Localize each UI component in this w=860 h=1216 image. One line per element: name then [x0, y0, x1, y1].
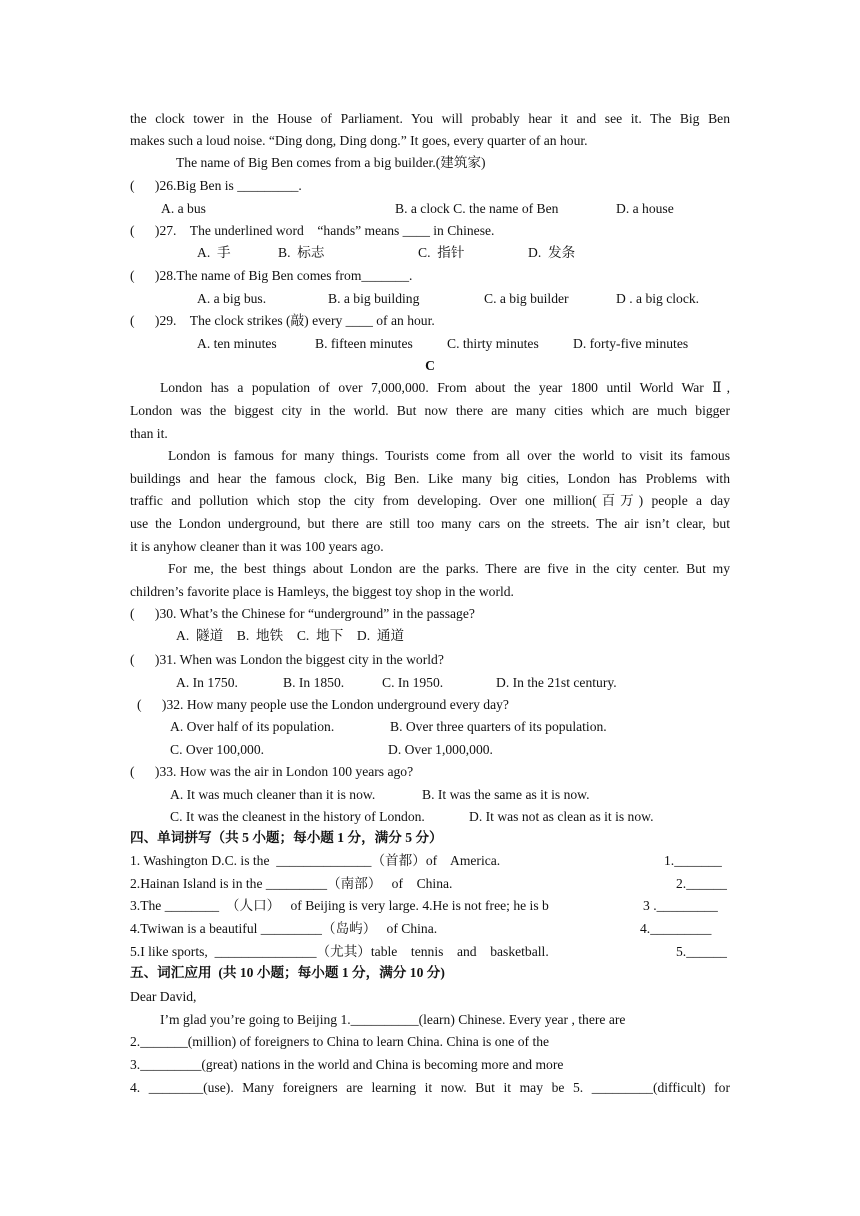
passage-line: London has a population of over 7,000,000. From about the year 1800 until World War Ⅱ, [160, 380, 730, 395]
option: A. 手 [197, 245, 231, 260]
passage-line: For me, the best things about London are the parks. There are five in the city center. But my [168, 561, 730, 576]
option: A. In 1750. [176, 675, 238, 690]
option: A. ten minutes [197, 336, 277, 351]
option: A. a bus [161, 201, 206, 216]
option: A. Over half of its population. [170, 719, 335, 734]
answer-blank: 5.______ [676, 944, 727, 959]
passage-line: The name of Big Ben comes from a big builder.(建筑家) [176, 155, 486, 170]
option: B. Over three quarters of its population. [390, 719, 607, 734]
letter-line: 2._______(million) of foreigners to China to learn China. China is one of the [130, 1034, 550, 1049]
section-title: 五、词汇应用 (共 10 小题；每小题 1 分，满分 10 分) [130, 965, 445, 980]
passage-line: buildings and hear the famous clock, Big Ben. Like many big cities, London has Problems with [130, 471, 730, 486]
option: A. It was much cleaner than it is now. [170, 787, 376, 802]
letter-line: 4. ________(use). Many foreigners are learning it now. But it may be 5. _________(difficult) for [130, 1080, 730, 1095]
option: D. forty-five minutes [573, 336, 689, 351]
question-stem: ( )28.The name of Big Ben comes from_______. [130, 268, 413, 283]
passage-line: the clock tower in the House of Parliament. You will probably hear it and see it. The Big Ben [130, 111, 730, 126]
question-stem: ( )29. The clock strikes (敲) every ____ of an hour. [130, 313, 435, 328]
option: D. In the 21st century. [496, 675, 617, 690]
answer-blank: 1._______ [664, 853, 722, 868]
answer-blank: 4._________ [640, 921, 712, 936]
option: D . a big clock. [616, 291, 700, 306]
fill-item: 5.I like sports, _______________（尤其）table tennis and basketball. [130, 944, 549, 959]
letter-greeting: Dear David, [130, 989, 197, 1004]
option: B. 标志 [278, 245, 325, 260]
option: B. fifteen minutes [315, 336, 413, 351]
answer-blank: 3 ._________ [643, 898, 718, 913]
option: C. 指针 [418, 245, 465, 260]
option: B. a clock C. the name of Ben [395, 201, 559, 216]
option: C. Over 100,000. [170, 742, 265, 757]
option: B. It was the same as it is now. [422, 787, 590, 802]
section-title: 四、单词拼写（共 5 小题；每小题 1 分，满分 5 分） [130, 830, 443, 845]
passage-line: London is famous for many things. Tourists come from all over the world to visit its famous [168, 448, 730, 463]
question-stem: ( )31. When was London the biggest city in the world? [130, 652, 444, 667]
passage-line: use the London underground, but there are still too many cars on the streets. The air isn’t clear, but [130, 516, 730, 531]
letter-line: I’m glad you’re going to Beijing 1.__________(learn) Chinese. Every year , there are [160, 1012, 626, 1027]
option: B. In 1850. [283, 675, 345, 690]
passage-line: it is anyhow cleaner than it was 100 years ago. [130, 539, 384, 554]
passage-line: than it. [130, 426, 168, 441]
option: B. a big building [328, 291, 420, 306]
answer-blank: 2.______ [676, 876, 727, 891]
letter-line: 3._________(great) nations in the world and China is becoming more and more [130, 1057, 564, 1072]
question-stem: ( )30. What’s the Chinese for “underground” in the passage? [130, 606, 475, 621]
option: C. a big builder [484, 291, 569, 306]
passage-line: children’s favorite place is Hamleys, the biggest toy shop in the world. [130, 584, 514, 599]
fill-item: 1. Washington D.C. is the ______________（首都）of America. [130, 853, 501, 868]
fill-item: 3.The ________ （人口） of Beijing is very large. 4.He is not free; he is b [130, 898, 549, 913]
question-stem: ( )32. How many people use the London underground every day? [137, 697, 509, 712]
option: A. 隧道 B. 地铁 C. 地下 D. 通道 [176, 628, 405, 643]
option: D. a house [616, 201, 674, 216]
passage-heading: C [425, 358, 435, 373]
question-stem: ( )26.Big Ben is _________. [130, 178, 302, 193]
option: D. Over 1,000,000. [388, 742, 493, 757]
fill-item: 4.Twiwan is a beautiful _________（岛屿） of China. [130, 921, 438, 936]
option: D. 发条 [528, 245, 576, 260]
option: C. It was the cleanest in the history of London. [170, 809, 425, 824]
passage-line: makes such a loud noise. “Ding dong, Ding dong.” It goes, every quarter of an hour. [130, 133, 588, 148]
option: A. a big bus. [197, 291, 267, 306]
fill-item: 2.Hainan Island is in the _________（南部） of China. [130, 876, 453, 891]
option: C. In 1950. [382, 675, 444, 690]
option: D. It was not as clean as it is now. [469, 809, 654, 824]
question-stem: ( )27. The underlined word “hands” means ____ in Chinese. [130, 223, 495, 238]
option: C. thirty minutes [447, 336, 539, 351]
passage-line: traffic and pollution which stop the city from developing. Over one million(百万) people a day [130, 493, 730, 508]
passage-line: London was the biggest city in the world. But now there are many cities which are much bigger [130, 403, 730, 418]
question-stem: ( )33. How was the air in London 100 years ago? [130, 764, 414, 779]
